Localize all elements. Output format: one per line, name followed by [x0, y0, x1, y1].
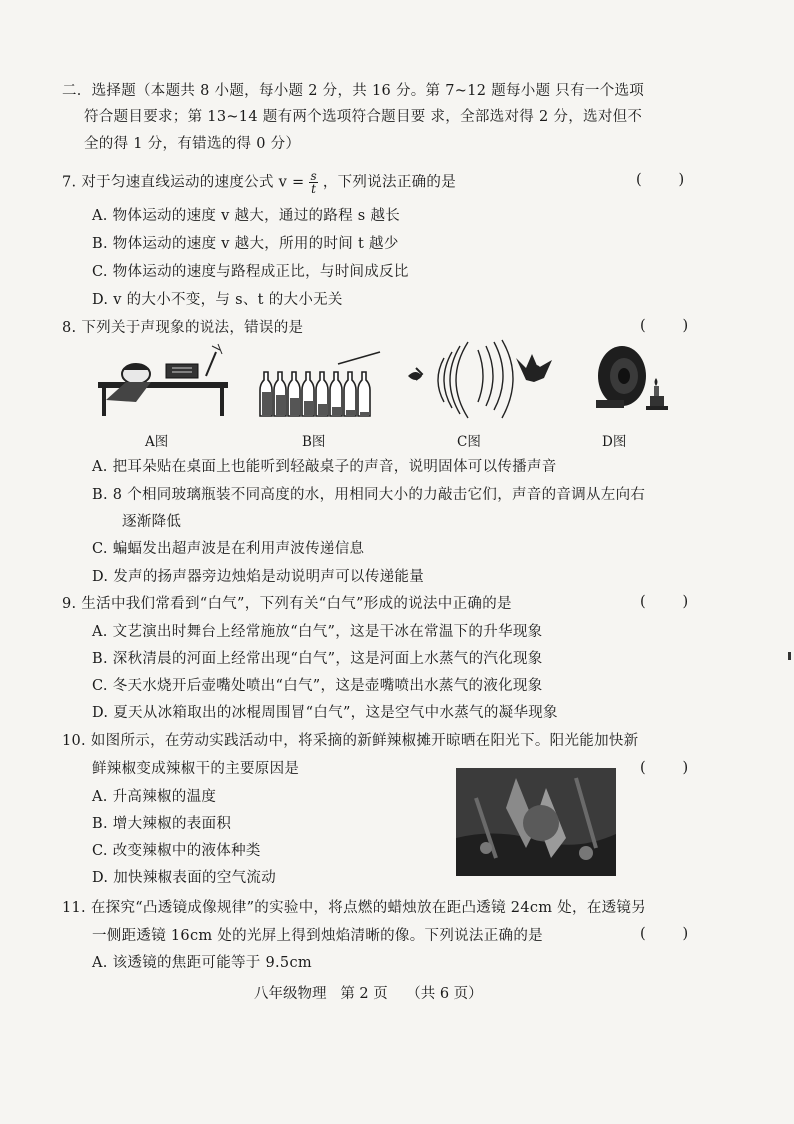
q9-stem: 9. 生活中我们常看到“白气”，下列有关“白气”形成的说法中正确的是 — [62, 596, 512, 612]
q11-option-a[interactable]: A. 该透镜的焦距可能等于 9.5cm — [92, 955, 312, 971]
q7-option-d[interactable]: D. v 的大小不变，与 s、t 的大小无关 — [92, 292, 343, 308]
q8-figure-c-label: C图 — [457, 434, 481, 450]
q7-frac-den: t — [311, 182, 317, 196]
q8-figure-b-bottles — [258, 350, 383, 420]
q7-stem — [62, 170, 456, 195]
q10-option-d[interactable]: D. 加快辣椒表面的空气流动 — [92, 870, 277, 886]
q8-option-b-line2: 逐渐降低 — [122, 514, 182, 530]
q8-option-b-line1[interactable]: B. 8 个相同玻璃瓶装不同高度的水，用相同大小的力敲击它们，声音的音调从左向右 — [92, 487, 646, 503]
q10-option-c[interactable]: C. 改变辣椒中的液体种类 — [92, 843, 261, 859]
q8-option-c[interactable]: C. 蝙蝠发出超声波是在利用声波传递信息 — [92, 541, 365, 557]
section-header-line2: 符合题目要求；第 13~14 题有两个选项符合题目要 求，全部选对得 2 分，选对但不 — [84, 109, 643, 125]
q10-stem-line2: 鲜辣椒变成辣椒干的主要原因是 — [92, 761, 300, 777]
section-header-line3: 全的得 1 分，有错选的得 0 分） — [84, 136, 301, 152]
q7-option-c[interactable]: C. 物体运动的速度与路程成正比，与时间成反比 — [92, 264, 409, 280]
page-footer: 八年级物理 第 2 页 （共 6 页） — [254, 986, 483, 1002]
q8-answer-paren[interactable]: ( ) — [640, 318, 689, 334]
q11-stem-line1: 11. 在探究“凸透镜成像规律”的实验中，将点燃的蜡烛放在距凸透镜 24cm 处，在透镜另 — [62, 900, 647, 916]
q10-option-b[interactable]: B. 增大辣椒的表面积 — [92, 816, 232, 832]
q7-stem-a: 7. 对于匀速直线运动的速度公式 v = — [62, 174, 305, 191]
section-header-line1: 二．选择题（本题共 8 小题，每小题 2 分，共 16 分。第 7~12 题每小题 只有一个选项 — [62, 83, 645, 99]
q7-formula-fraction — [309, 170, 317, 195]
q7-option-b[interactable]: B. 物体运动的速度 v 越大，所用的时间 t 越少 — [92, 236, 399, 252]
q10-answer-paren[interactable]: ( ) — [640, 760, 689, 776]
q10-photo-drying-peppers — [456, 768, 616, 876]
q9-option-b[interactable]: B. 深秋清晨的河面上经常出现“白气”，这是河面上水蒸气的汽化现象 — [92, 651, 543, 667]
q7-option-a[interactable]: A. 物体运动的速度 v 越大，通过的路程 s 越长 — [92, 208, 401, 224]
q8-figure-d-speaker-candle — [590, 340, 674, 420]
q8-figure-c-bat-ultrasound — [404, 338, 564, 422]
q8-figure-b-label: B图 — [302, 434, 326, 450]
q8-figure-d-label: D图 — [602, 434, 627, 450]
q11-stem-line2: 一侧距透镜 16cm 处的光屏上得到烛焰清晰的像。下列说法正确的是 — [92, 928, 543, 944]
q10-option-a[interactable]: A. 升高辣椒的温度 — [92, 789, 217, 805]
q8-stem: 8. 下列关于声现象的说法，错误的是 — [62, 320, 304, 336]
q7-stem-b: ，下列说法正确的是 — [322, 174, 457, 191]
q8-option-d[interactable]: D. 发声的扬声器旁边烛焰是动说明声可以传递能量 — [92, 569, 425, 585]
q10-photo-illustration — [456, 768, 616, 876]
q8-figure-a-ear-on-table — [96, 340, 236, 420]
q9-option-c[interactable]: C. 冬天水烧开后壶嘴处喷出“白气”，这是壶嘴喷出水蒸气的液化现象 — [92, 678, 543, 694]
q7-frac-num: s — [310, 169, 317, 183]
margin-mark — [788, 652, 791, 660]
q11-answer-paren[interactable]: ( ) — [640, 926, 689, 942]
q9-option-a[interactable]: A. 文艺演出时舞台上经常施放“白气”，这是干冰在常温下的升华现象 — [92, 624, 543, 640]
q7-answer-paren[interactable]: ( ) — [636, 172, 685, 188]
q8-figure-a-label: A图 — [145, 434, 169, 450]
q9-option-d[interactable]: D. 夏天从冰箱取出的冰棍周围冒“白气”，这是空气中水蒸气的凝华现象 — [92, 705, 558, 721]
q9-answer-paren[interactable]: ( ) — [640, 594, 689, 610]
q8-option-a[interactable]: A. 把耳朵贴在桌面上也能听到轻敲桌子的声音，说明固体可以传播声音 — [92, 459, 557, 475]
q10-stem-line1: 10. 如图所示，在劳动实践活动中，将采摘的新鲜辣椒摊开晾晒在阳光下。阳光能加快新 — [62, 733, 639, 749]
